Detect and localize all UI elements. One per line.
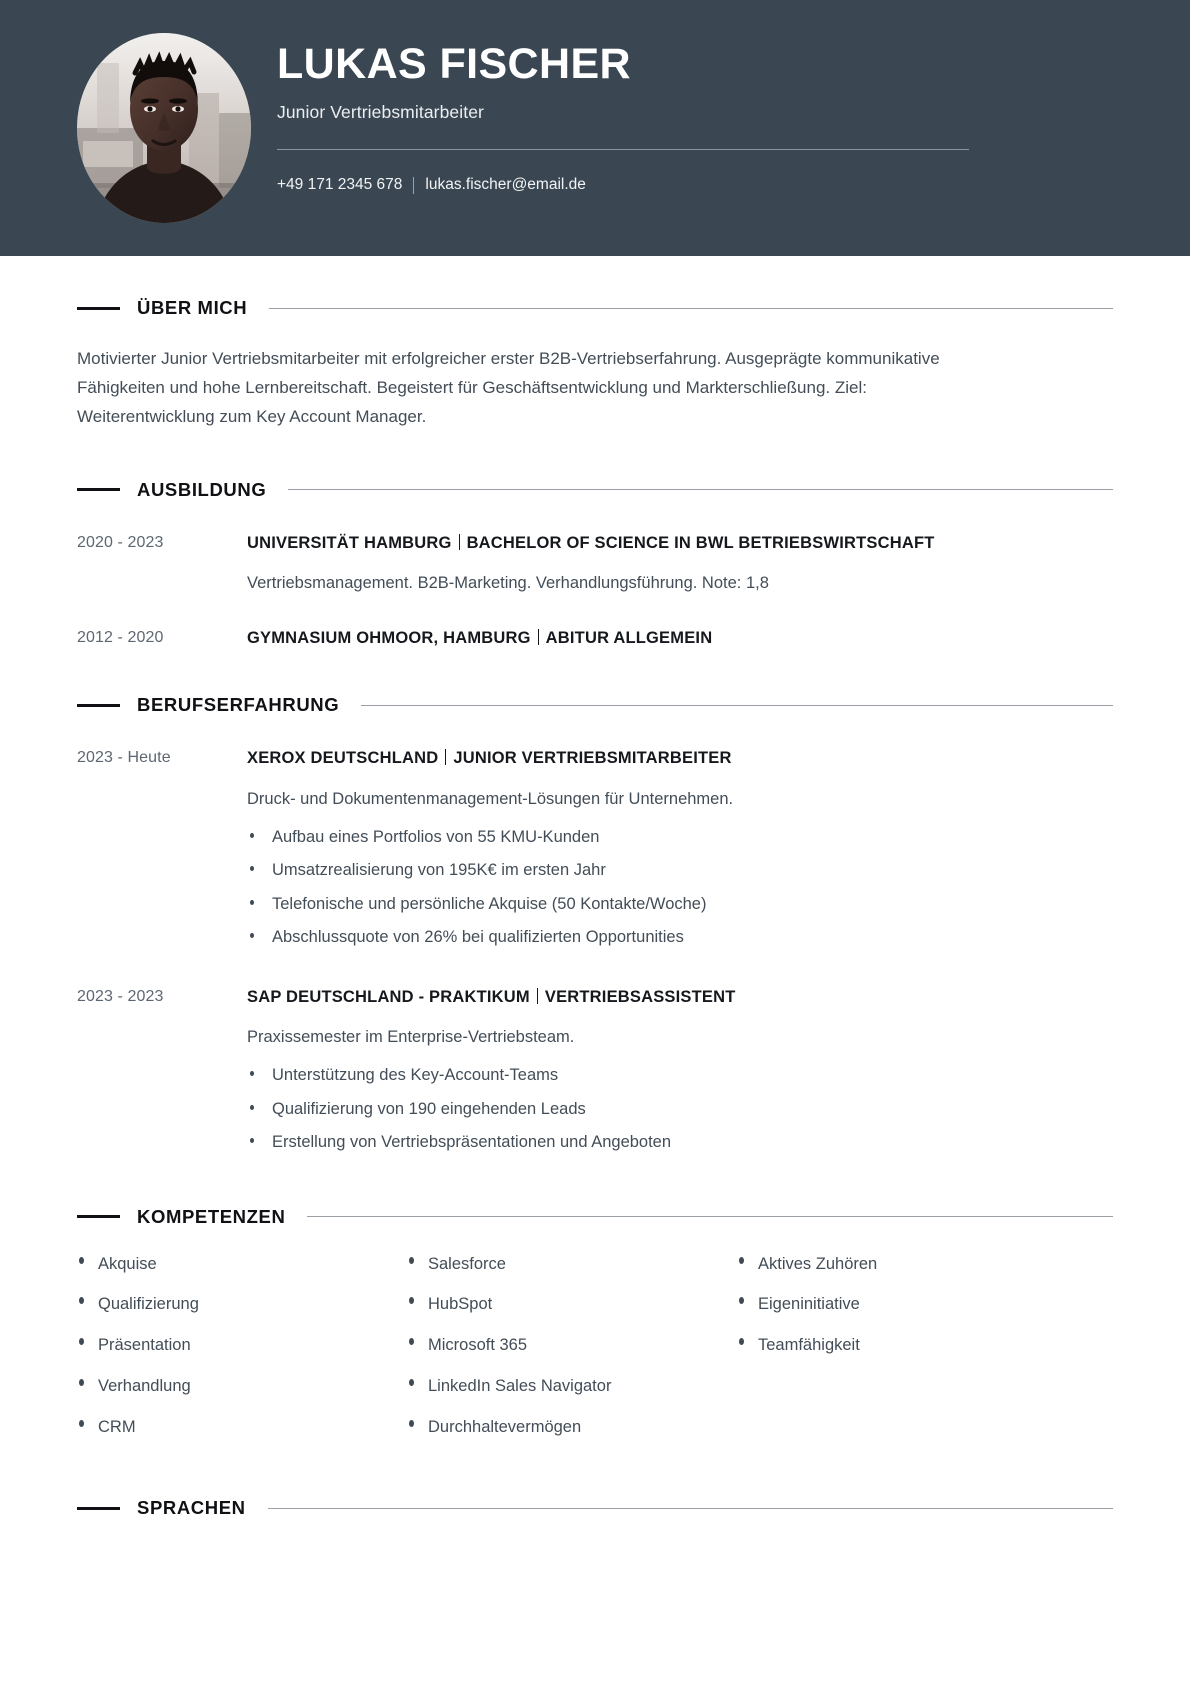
entry-subtitle: Praxissemester im Enterprise-Vertriebsteam. (247, 1028, 575, 1047)
list-item: Qualifizierung (77, 1292, 407, 1317)
section-languages (77, 1497, 1113, 1519)
entry-org: SAP DEUTSCHLAND - PRAKTIKUM (247, 987, 530, 1006)
header-divider (277, 149, 969, 150)
list-item: Unterstützung des Key-Account-Teams (247, 1063, 1113, 1089)
entry-bullet-list (247, 825, 1113, 951)
section-header-education (77, 479, 1113, 501)
section-rule (269, 308, 1113, 309)
section-title-skills: KOMPETENZEN (137, 1205, 286, 1227)
list-item: Microsoft 365 (407, 1333, 737, 1358)
entry-body (247, 987, 1113, 1164)
header-text-block (277, 42, 1130, 194)
entry-bullet-list (247, 1063, 1113, 1156)
section-title-about: ÜBER MICH (137, 297, 248, 318)
section-experience (77, 694, 1113, 1163)
section-dash-icon (77, 1215, 120, 1218)
skills-list (407, 1252, 737, 1440)
section-header-experience (77, 694, 1113, 716)
resume-header (0, 0, 1190, 256)
entry-role: JUNIOR VERTRIEBSMITARBEITER (453, 749, 732, 768)
section-rule (268, 1508, 1113, 1509)
experience-entry (77, 987, 1113, 1164)
entry-body (247, 748, 1113, 958)
entry-role: ABITUR ALLGEMEIN (545, 628, 713, 647)
list-item: Eigeninitiative (737, 1292, 1067, 1317)
page-title: LUKAS FISCHER (277, 40, 631, 88)
section-dash-icon (77, 704, 120, 707)
list-item: HubSpot (407, 1292, 737, 1317)
entry-title-separator (445, 749, 446, 765)
skills-column (737, 1252, 1067, 1456)
education-entry (77, 533, 1113, 596)
section-skills (77, 1206, 1113, 1456)
entry-body (247, 628, 1113, 649)
section-rule (361, 705, 1113, 706)
entry-title (247, 628, 1113, 649)
section-header-about (77, 297, 1113, 319)
list-item: Durchhaltevermögen (407, 1415, 737, 1440)
entry-org: UNIVERSITÄT HAMBURG (247, 533, 452, 552)
entry-date: 2023 - 2023 (77, 987, 164, 1005)
section-title-languages: SPRACHEN (137, 1497, 246, 1519)
entry-subtitle: Druck- und Dokumentenmanagement-Lösungen für Unternehmen. (247, 789, 734, 808)
section-dash-icon (77, 307, 120, 310)
contact-line (277, 176, 1130, 194)
list-item: Abschlussquote von 26% bei qualifizierten Opportunities (247, 925, 1113, 951)
list-item: Verhandlung (77, 1374, 407, 1399)
list-item: Erstellung von Vertriebspräsentationen und Angeboten (247, 1130, 1113, 1156)
skills-column (77, 1252, 407, 1456)
list-item: Teamfähigkeit (737, 1333, 1067, 1358)
section-dash-icon (77, 488, 120, 491)
section-header-languages (77, 1497, 1113, 1519)
list-item: LinkedIn Sales Navigator (407, 1374, 737, 1399)
entry-title-separator (538, 629, 539, 645)
email-text: lukas.fischer@email.de (425, 176, 586, 194)
entry-date: 2012 - 2020 (77, 628, 164, 646)
entry-body (247, 533, 1113, 596)
section-title-experience: BERUFSERFAHRUNG (137, 694, 340, 716)
list-item: Präsentation (77, 1333, 407, 1358)
entry-title (247, 987, 1113, 1008)
entry-date: 2023 - Heute (77, 749, 171, 767)
resume-body (0, 297, 1190, 1519)
avatar (77, 33, 251, 223)
list-item: Akquise (77, 1252, 407, 1277)
entry-title-separator (459, 534, 460, 550)
list-item: Telefonische und persönliche Akquise (50 Kontakte/Woche) (247, 892, 1113, 918)
section-education (77, 479, 1113, 650)
section-about (77, 297, 1113, 432)
section-title-education: AUSBILDUNG (137, 478, 267, 500)
list-item: Aktives Zuhören (737, 1252, 1067, 1277)
entry-title (247, 533, 1113, 554)
list-item: Aufbau eines Portfolios von 55 KMU-Kunden (247, 825, 1113, 851)
entry-date: 2020 - 2023 (77, 533, 164, 551)
section-header-skills (77, 1206, 1113, 1228)
skills-list (77, 1252, 407, 1440)
skills-list (737, 1252, 1067, 1358)
entry-role: VERTRIEBSASSISTENT (544, 987, 736, 1006)
about-text: Motivierter Junior Vertriebsmitarbeiter mit erfolgreicher erster B2B-Vertriebserfahrung. Ausgeprägte kommunikative Fähigkeiten und hohe Lernbereitschaft. Begeistert für Geschäftsentwicklung und Markterschließung. Ziel: Weiterentwicklung zum Key Account Manager. (77, 349, 940, 427)
section-rule (307, 1216, 1113, 1217)
section-rule (288, 489, 1113, 490)
list-item: Qualifizierung von 190 eingehenden Leads (247, 1097, 1113, 1123)
entry-title (247, 748, 1113, 769)
entry-subtitle: Vertriebsmanagement. B2B-Marketing. Verhandlungsführung. Note: 1,8 (247, 574, 769, 593)
phone-text: +49 171 2345 678 (277, 176, 403, 194)
contact-separator (413, 177, 414, 194)
skills-column (407, 1252, 737, 1456)
experience-entry (77, 748, 1113, 958)
list-item: Umsatzrealisierung von 195K€ im ersten Jahr (247, 858, 1113, 884)
entry-role: BACHELOR OF SCIENCE IN BWL BETRIEBSWIRTSCHAFT (466, 533, 935, 552)
entry-org: GYMNASIUM OHMOOR, HAMBURG (247, 628, 531, 647)
list-item: Salesforce (407, 1252, 737, 1277)
entry-title-separator (537, 988, 538, 1004)
list-item: CRM (77, 1415, 407, 1440)
skills-grid (77, 1252, 1113, 1456)
entry-org: XEROX DEUTSCHLAND (247, 749, 439, 768)
portrait-photo-icon (77, 33, 251, 223)
job-title: Junior Vertriebsmitarbeiter (277, 102, 484, 123)
education-entry (77, 628, 1113, 649)
section-dash-icon (77, 1507, 120, 1510)
